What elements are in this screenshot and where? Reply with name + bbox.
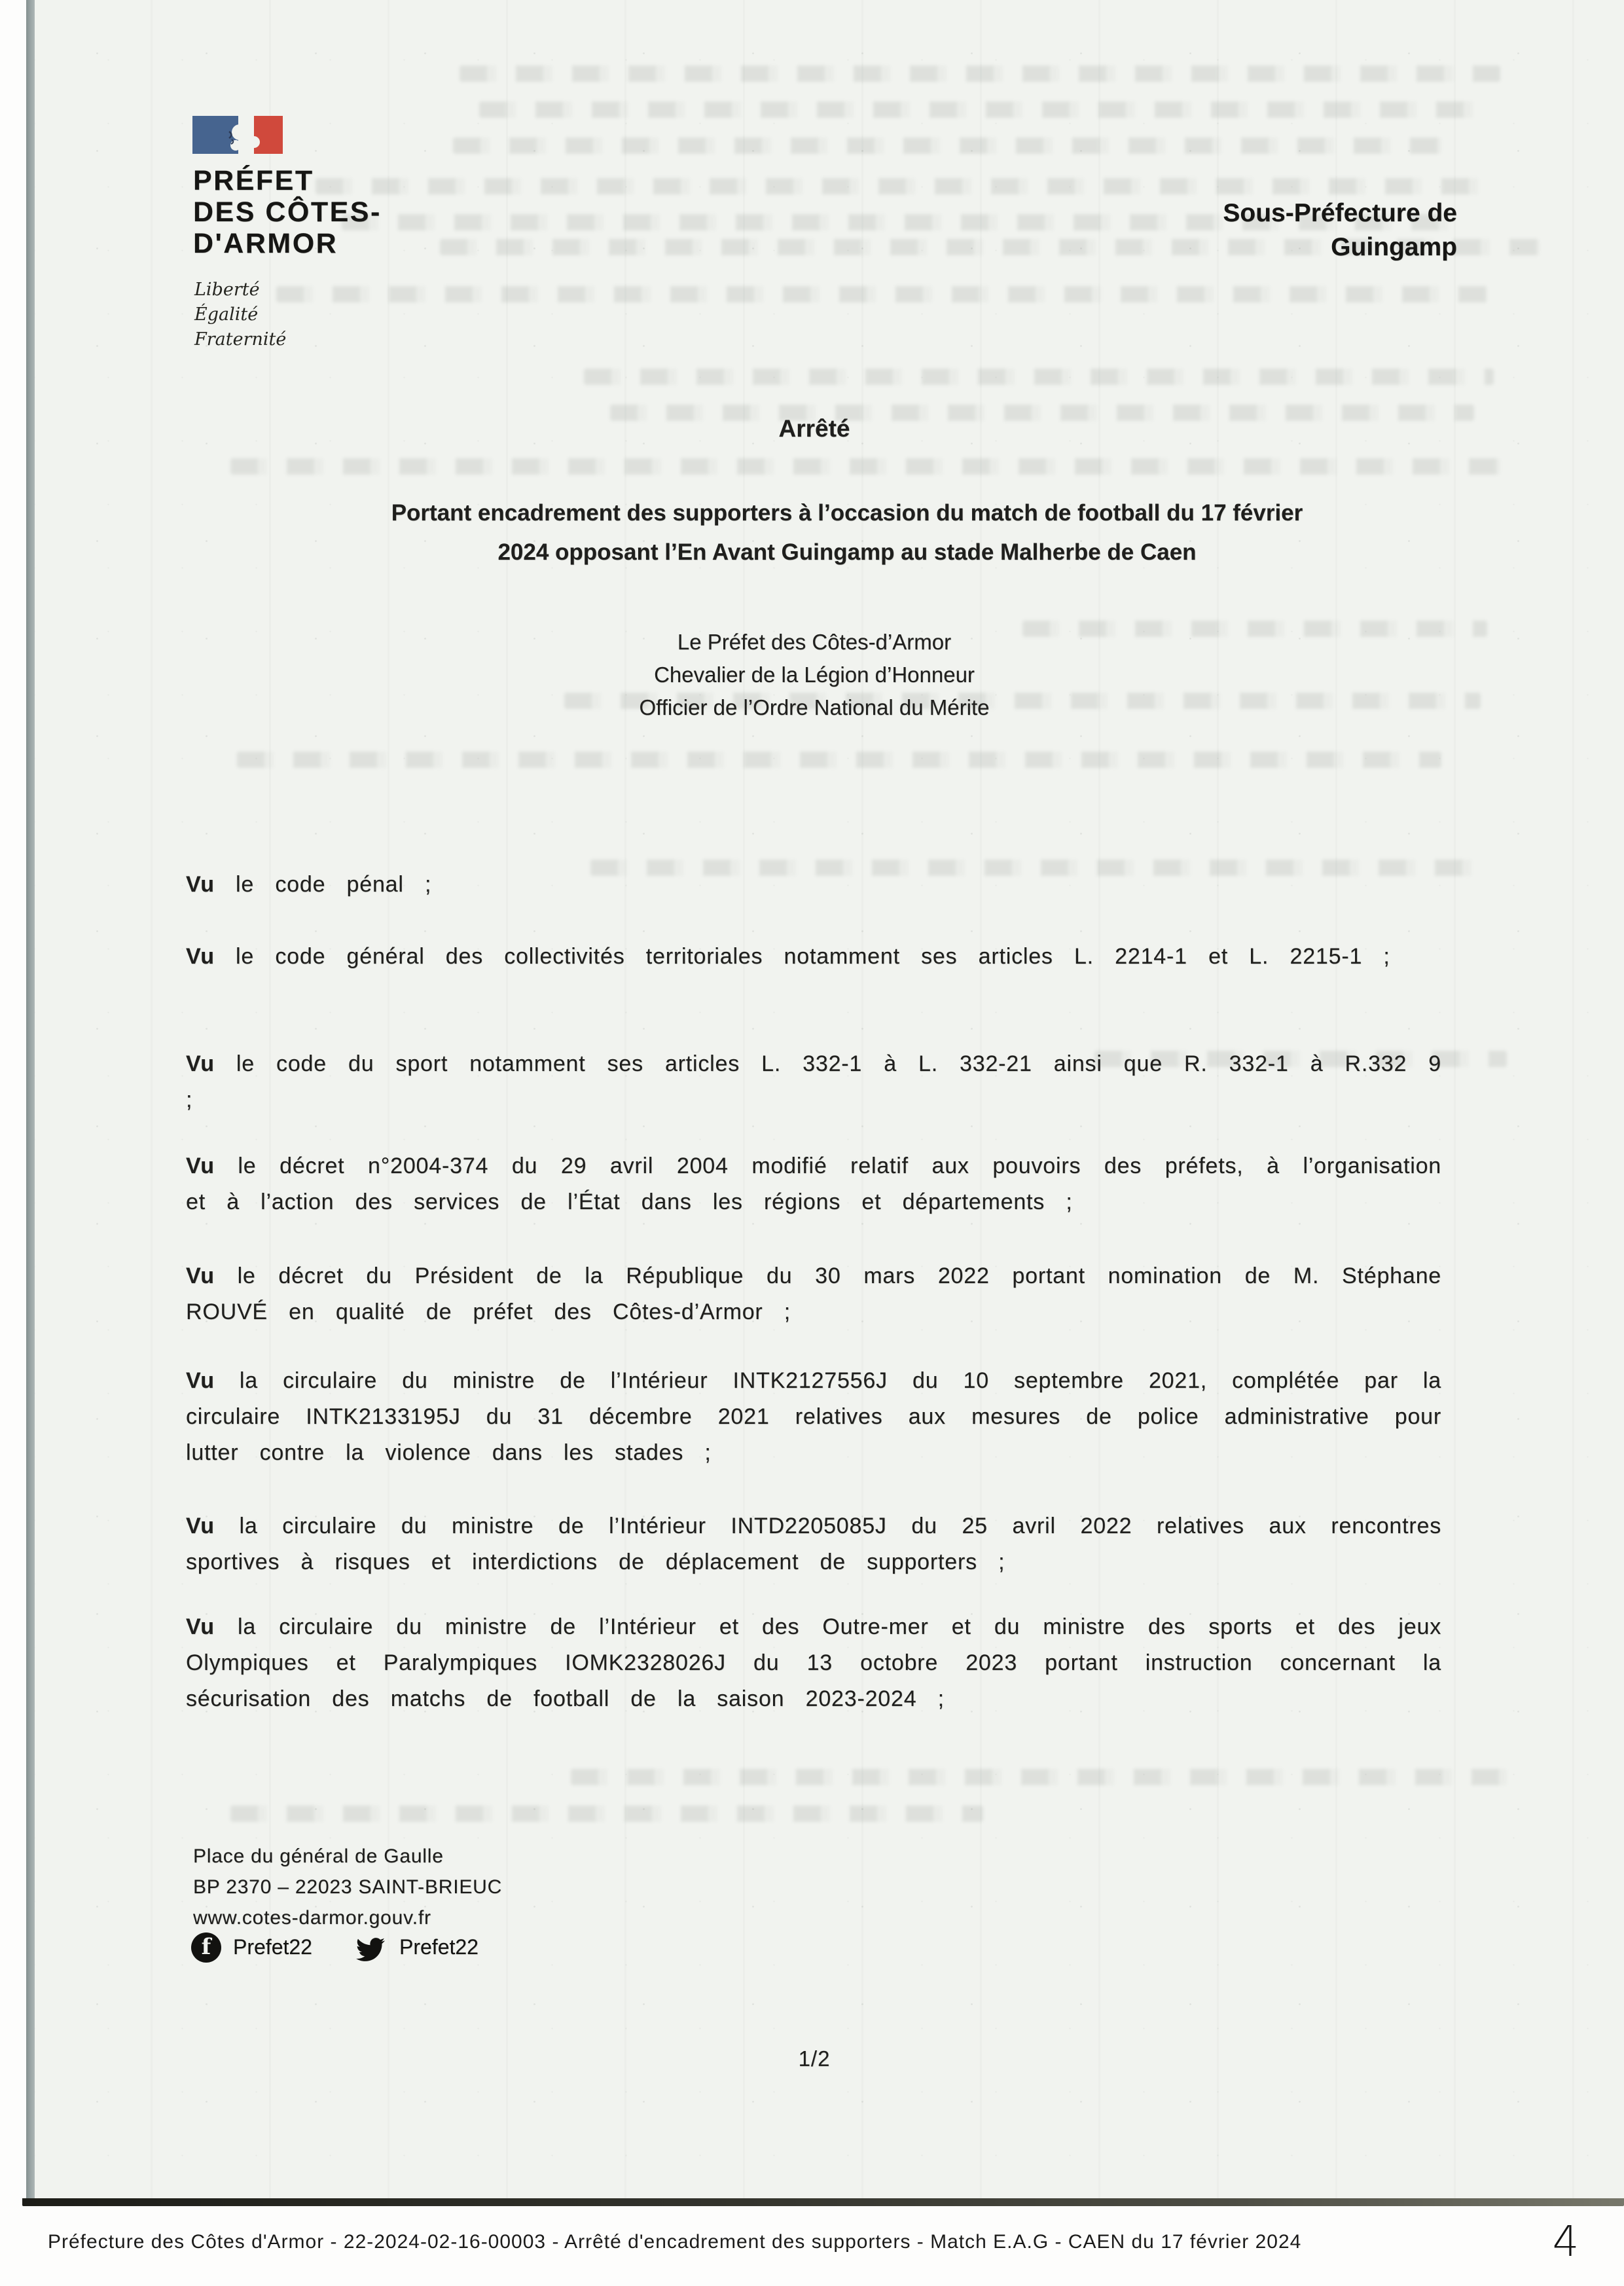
recital-text: la circulaire du ministre de l’Intérieur et des Outre-mer et du ministre des sports et des jeux Olympiques et Paralympiques IOMK2328026J du 13 octobre 2023 portant instruction concernant la sécurisation des matchs de football de la saison 2023-2024 ; — [186, 1614, 1441, 1711]
logo-line: DES CÔTES- — [193, 196, 382, 228]
recital-text: le code général des collectivités territoriales notamment ses articles L. 2214-1 et L. 2215-1 ; — [236, 944, 1390, 969]
recital-paragraph — [186, 1508, 1441, 1580]
signing-authority-titles — [186, 626, 1443, 724]
recital-lead: Vu — [186, 1368, 215, 1393]
bleed-through-line — [316, 178, 1481, 194]
scan-left-edge — [26, 0, 35, 2200]
recital-text: la circulaire du ministre de l’Intérieur INTD2205085J du 25 avril 2022 relatives aux rencontres sportives à risques et interdictions de déplacement de supporters ; — [186, 1514, 1441, 1574]
sheet-page-number: 1/2 — [798, 2046, 831, 2071]
document-reference: Préfecture des Côtes d'Armor - 22-2024-02-16-00003 - Arrêté d'encadrement des supporters - Match E.A.G - CAEN du 17 février 2024 — [48, 2231, 1302, 2253]
document-title: Arrêté — [778, 415, 850, 442]
recital-paragraph — [186, 1148, 1441, 1220]
recital-lead: Vu — [186, 1263, 215, 1288]
authority-line: Officier de l’Ordre National du Mérite — [639, 695, 990, 719]
twitter-handle: Prefet22 — [399, 1935, 478, 1959]
bleed-through-line — [571, 1769, 1507, 1785]
bleed-through-line — [237, 752, 1441, 768]
website-url: www.cotes-darmor.gouv.fr — [193, 1907, 431, 1929]
document-subject — [291, 494, 1403, 572]
recital-lead: Vu — [186, 944, 215, 969]
recital-paragraph — [186, 867, 1441, 903]
document-page — [34, 0, 1624, 2200]
recital-lead: Vu — [186, 1514, 215, 1538]
recital-paragraph — [186, 1258, 1441, 1330]
recital-lead: Vu — [186, 1051, 215, 1076]
bleed-through-line — [230, 1805, 983, 1822]
office-line: Sous-Préfecture de — [1223, 199, 1457, 227]
address-line: BP 2370 – 22023 SAINT-BRIEUC — [193, 1876, 503, 1898]
bleed-through-line — [230, 458, 1500, 475]
recital-text: le code pénal ; — [236, 872, 432, 897]
bleed-through-line — [453, 137, 1441, 154]
recital-paragraph — [186, 1363, 1441, 1471]
issuing-authority-logo-text — [193, 165, 382, 259]
bleed-through-line — [460, 65, 1500, 82]
recital-text: le décret du Président de la République du 30 mars 2022 portant nomination de M. Stéphane ROUVÉ en qualité de préfet des Côtes-d’Armor ; — [186, 1263, 1441, 1324]
bleed-through-line — [584, 369, 1494, 385]
recital-text: le code du sport notamment ses articles L. 332-1 à L. 332-21 ainsi que R. 332-1 à R.332 9 ; — [186, 1051, 1442, 1112]
republic-motto — [194, 278, 286, 352]
compilation-page-number: 4 — [1552, 2218, 1579, 2266]
authority-line: Le Préfet des Côtes-d’Armor — [677, 630, 952, 654]
motto-line: Liberté — [194, 280, 260, 300]
subject-line: Portant encadrement des supporters à l’occasion du match de football du 17 février — [391, 500, 1303, 526]
scan-bottom-edge — [22, 2198, 1624, 2206]
bleed-through-line — [276, 286, 1487, 302]
recital-paragraph — [186, 1046, 1441, 1118]
marianne-flag-icon — [192, 116, 283, 154]
recital-lead: Vu — [186, 1614, 215, 1639]
recital-text: la circulaire du ministre de l’Intérieur INTK2127556J du 10 septembre 2021, complétée par la circulaire INTK2133195J du 31 décembre 2021 relatives aux mesures de police administrative pour lutter contre la violence dans les stades ; — [186, 1368, 1442, 1465]
issuing-office — [1223, 196, 1457, 264]
logo-line: PRÉFET — [193, 165, 314, 196]
twitter-icon — [353, 1935, 388, 1964]
bleed-through-line — [479, 101, 1487, 118]
facebook-icon: f — [191, 1932, 221, 1963]
motto-line: Égalité — [194, 304, 259, 325]
motto-line: Fraternité — [194, 329, 287, 350]
recital-lead: Vu — [186, 1153, 215, 1178]
authority-line: Chevalier de la Légion d’Honneur — [654, 662, 975, 687]
recital-paragraph — [186, 939, 1441, 975]
recital-text: le décret n°2004-374 du 29 avril 2004 modifié relatif aux pouvoirs des préfets, à l’organisation et à l’action des services de l’État dans les régions et départements ; — [186, 1153, 1441, 1214]
address-line: Place du général de Gaulle — [193, 1845, 444, 1867]
subject-line: 2024 opposant l’En Avant Guingamp au stade Malherbe de Caen — [497, 539, 1197, 565]
logo-line: D'ARMOR — [193, 228, 338, 259]
recital-paragraph — [186, 1609, 1441, 1717]
facebook-handle: Prefet22 — [233, 1935, 312, 1959]
office-line: Guingamp — [1331, 233, 1457, 261]
prefecture-address — [193, 1841, 502, 1933]
recital-lead: Vu — [186, 872, 215, 897]
